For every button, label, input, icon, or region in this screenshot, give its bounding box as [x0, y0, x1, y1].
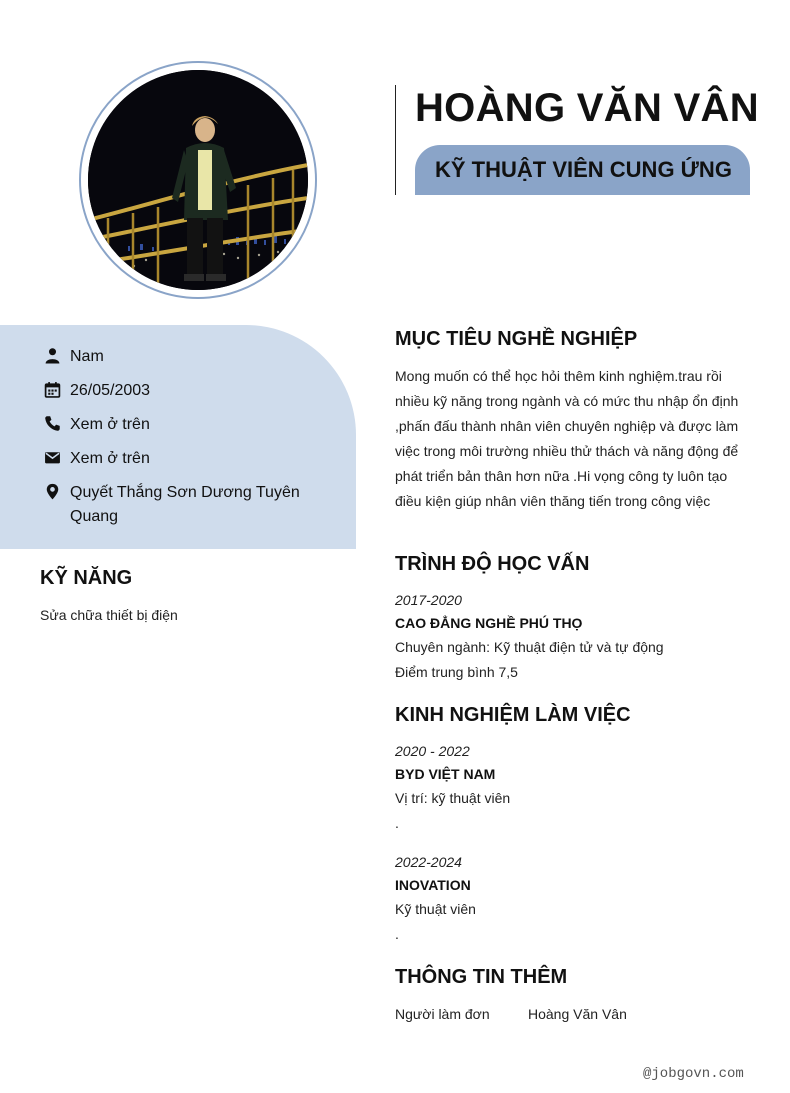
job-title-badge — [415, 145, 750, 195]
name-divider — [395, 85, 396, 195]
candidate-name: HOÀNG VĂN VÂN — [415, 86, 759, 130]
education-major: Chuyên ngành: Kỹ thuật điện tử và tự động — [395, 639, 664, 655]
objective-text — [395, 364, 745, 514]
job-title: KỸ THUẬT VIÊN CUNG ỨNG — [435, 157, 732, 182]
contact-gender — [44, 345, 320, 369]
job-company: INOVATION — [395, 877, 471, 893]
job-note: . — [395, 926, 399, 942]
profile-photo-illustration — [88, 70, 308, 290]
objective-line: Mong muốn có thể học hỏi thêm kinh nghiệm.trau rồi — [395, 368, 722, 384]
calendar-icon — [44, 381, 61, 398]
education-school: CAO ĐẲNG NGHỀ PHÚ THỌ — [395, 615, 583, 631]
site-watermark: @jobgovn.com — [643, 1066, 744, 1082]
birthday-value: 26/05/2003 — [70, 382, 151, 399]
person-icon — [44, 347, 61, 364]
education-gpa: Điểm trung bình 7,5 — [395, 664, 518, 680]
contact-phone — [44, 413, 320, 437]
gender-value: Nam — [70, 348, 104, 365]
extra-info-heading: THÔNG TIN THÊM — [395, 966, 568, 988]
objective-line: việc trong môi trường nhiều thử thách và năng động để — [395, 443, 739, 459]
job-role: Kỹ thuật viên — [395, 901, 476, 917]
objective-line: phát triển bản thân hơn nữa .Hi vọng công ty luôn tạo — [395, 468, 728, 484]
job-period: 2022-2024 — [395, 854, 462, 870]
applicant-label: Người làm đơn — [395, 1006, 490, 1022]
objective-line: điều kiện giúp nhân viên thăng tiến trong công việc — [395, 493, 711, 509]
objective-line: nhiều kỹ năng trong ngành và có mức thu nhập ổn định — [395, 393, 739, 409]
profile-photo — [88, 70, 308, 290]
address-value: Quyết Thắng Sơn Dương Tuyên Quang — [70, 484, 300, 525]
job-period: 2020 - 2022 — [395, 743, 470, 759]
skills-heading: KỸ NĂNG — [40, 567, 133, 589]
education-period: 2017-2020 — [395, 592, 462, 608]
mail-icon — [44, 449, 61, 466]
experience-heading: KINH NGHIỆM LÀM VIỆC — [395, 704, 631, 726]
job-company: BYD VIỆT NAM — [395, 766, 496, 782]
phone-value: Xem ở trên — [70, 416, 150, 433]
phone-icon — [44, 415, 61, 432]
contact-address — [44, 481, 320, 529]
email-value: Xem ở trên — [70, 450, 150, 467]
skill-item: Sửa chữa thiết bị điện — [40, 607, 178, 623]
contact-birthday — [44, 379, 320, 403]
job-role: Vị trí: kỹ thuật viên — [395, 790, 511, 806]
contact-email — [44, 447, 320, 471]
objective-line: ,phấn đấu thành nhân viên chuyên nghiệp và được làm — [395, 418, 739, 434]
objective-heading: MỤC TIÊU NGHỀ NGHIỆP — [395, 328, 638, 350]
applicant-name: Hoàng Văn Vân — [528, 1006, 627, 1022]
location-pin-icon — [44, 483, 61, 500]
job-note: . — [395, 815, 399, 831]
education-heading: TRÌNH ĐỘ HỌC VẤN — [395, 553, 590, 575]
